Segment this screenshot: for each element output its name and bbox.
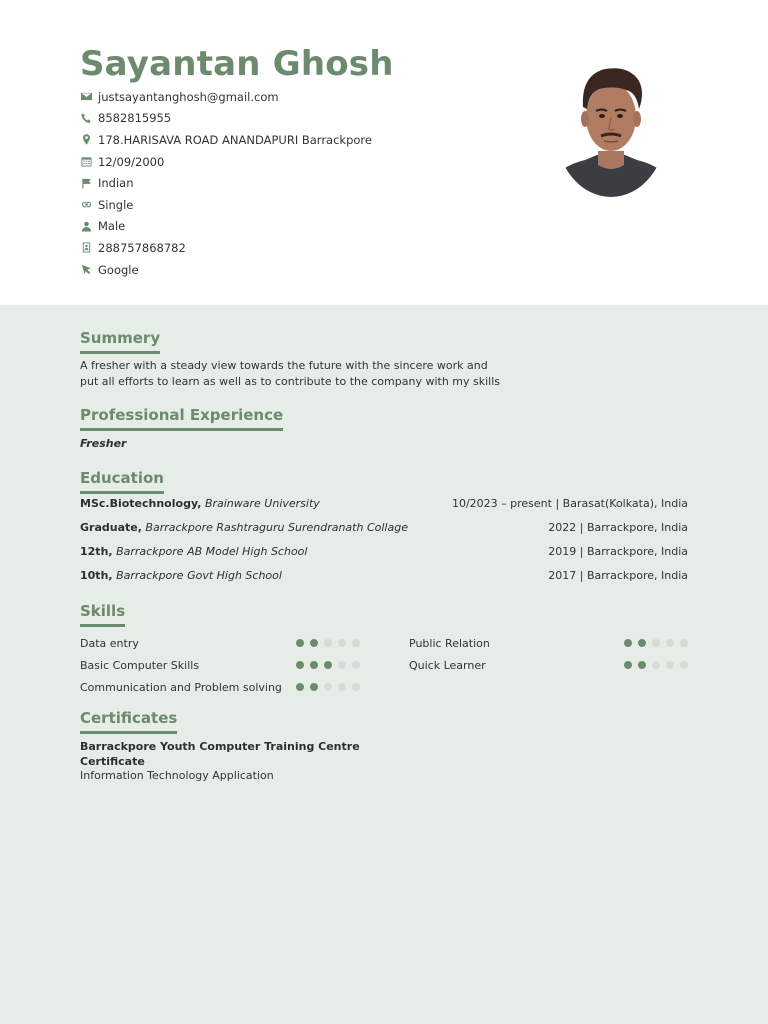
id-card-icon: [80, 242, 92, 254]
skill-dot-empty: [324, 683, 332, 691]
skill-dot-filled: [638, 661, 646, 669]
rings-icon: [80, 199, 92, 211]
skill-level-dots: [290, 661, 360, 669]
skills-row: [80, 676, 688, 698]
education-list: [80, 497, 688, 593]
contact-nationality: [80, 172, 500, 194]
education-item: [80, 545, 688, 569]
skill-dot-empty: [352, 639, 360, 647]
skill-dot-empty: [352, 683, 360, 691]
summary-line: A fresher with a steady view towards the future with the sincere work and: [80, 359, 488, 372]
section-title-education: Education: [80, 468, 164, 494]
person-icon: [80, 220, 92, 232]
skill-dot-empty: [680, 661, 688, 669]
education-meta: 10/2023 – present | Barasat(Kolkata), India: [451, 497, 688, 510]
skill-dot-empty: [652, 661, 660, 669]
skill-dot-empty: [324, 639, 332, 647]
skill-dot-filled: [296, 683, 304, 691]
contact-value: Google: [98, 262, 139, 277]
header-section: [0, 0, 768, 305]
section-title-summary: Summery: [80, 328, 160, 354]
cursor-icon: [80, 264, 92, 276]
certificate-item: [80, 740, 480, 784]
skills-grid: [80, 632, 688, 698]
profile-photo-portrait: [555, 57, 667, 197]
skill-level-dots: [290, 683, 360, 691]
skill-dot-filled: [624, 661, 632, 669]
section-title-certificates: Certificates: [80, 708, 177, 734]
skill-item: [80, 659, 360, 672]
calendar-icon: [80, 156, 92, 168]
certificate-description: Information Technology Application: [80, 769, 274, 782]
skills-row: [80, 654, 688, 676]
contact-value: Single: [98, 197, 134, 212]
location-icon: [80, 134, 92, 146]
skill-dot-filled: [324, 661, 332, 669]
contact-value: Indian: [98, 176, 134, 191]
skill-name: Data entry: [80, 636, 139, 650]
skills-row: [80, 632, 688, 654]
skill-item: [409, 659, 688, 672]
skill-name: Public Relation: [409, 636, 490, 650]
skill-dot-filled: [310, 661, 318, 669]
contact-phone[interactable]: [80, 108, 500, 130]
contact-marital-status: [80, 194, 500, 216]
skill-item: [409, 637, 688, 650]
skill-dot-empty: [680, 639, 688, 647]
skill-dot-filled: [310, 639, 318, 647]
skill-item: [80, 637, 360, 650]
skill-dot-empty: [652, 639, 660, 647]
contact-value: 8582815955: [98, 111, 172, 126]
education-item: [80, 569, 688, 593]
certificate-name-line: Certificate: [80, 754, 145, 768]
section-title-skills: Skills: [80, 601, 125, 627]
skill-dot-empty: [352, 661, 360, 669]
contact-id-number: [80, 237, 500, 259]
contact-value: 288757868782: [98, 240, 186, 255]
skill-dot-filled: [310, 683, 318, 691]
skill-dot-empty: [666, 661, 674, 669]
education-institution: Barrackpore Rashtraguru Surendranath Collage: [145, 521, 408, 534]
phone-icon: [80, 112, 92, 124]
education-institution: Brainware University: [204, 497, 320, 510]
contact-value: justsayantanghosh@gmail.com: [98, 89, 279, 104]
education-meta: 2019 | Barrackpore, India: [548, 545, 688, 558]
skill-dot-empty: [338, 683, 346, 691]
education-institution: Barrackpore AB Model High School: [116, 545, 308, 558]
experience-text: Fresher: [80, 437, 127, 450]
profile-photo: [555, 57, 667, 197]
skill-name: Basic Computer Skills: [80, 658, 200, 672]
certificate-name: [80, 740, 370, 769]
candidate-name: Sayantan Ghosh: [80, 44, 394, 84]
certificate-name-line: Barrackpore Youth Computer Training Centre: [80, 740, 360, 753]
contact-gender: [80, 216, 500, 238]
education-degree: 12th,: [80, 545, 113, 558]
skill-dot-empty: [338, 661, 346, 669]
contact-birthdate: [80, 151, 500, 173]
skill-dot-filled: [296, 639, 304, 647]
summary-line: put all efforts to learn as well as to contribute to the company with my skills: [80, 374, 501, 388]
skill-dot-filled: [296, 661, 304, 669]
education-item: [80, 521, 688, 545]
skill-dot-empty: [338, 639, 346, 647]
skill-dot-filled: [624, 639, 632, 647]
skill-level-dots: [290, 639, 360, 647]
education-degree: Graduate,: [80, 521, 142, 534]
education-item: [80, 497, 688, 521]
education-degree: 10th,: [80, 569, 113, 582]
skill-dot-empty: [666, 639, 674, 647]
contact-email[interactable]: [80, 86, 500, 108]
skill-dot-filled: [638, 639, 646, 647]
skill-level-dots: [618, 639, 688, 647]
contact-address: [80, 129, 500, 151]
education-institution: Barrackpore Govt High School: [116, 569, 282, 582]
contact-value: 12/09/2000: [98, 154, 165, 169]
contact-value: 178.HARISAVA ROAD ANANDAPURI Barrackpore: [98, 132, 372, 147]
flag-icon: [80, 177, 92, 189]
mail-icon: [80, 91, 92, 103]
education-meta: 2017 | Barrackpore, India: [548, 569, 688, 582]
skill-item: [80, 681, 360, 694]
education-degree: MSc.Biotechnology,: [80, 497, 202, 510]
contact-website[interactable]: [80, 259, 500, 281]
skill-name: Quick Learner: [409, 658, 486, 672]
skill-level-dots: [618, 661, 688, 669]
education-meta: 2022 | Barrackpore, India: [548, 521, 688, 534]
section-title-experience: Professional Experience: [80, 405, 283, 431]
summary-text: [80, 358, 550, 389]
contact-list: [80, 86, 500, 280]
contact-value: Male: [98, 219, 126, 234]
skill-name: Communication and Problem solving: [80, 680, 282, 694]
